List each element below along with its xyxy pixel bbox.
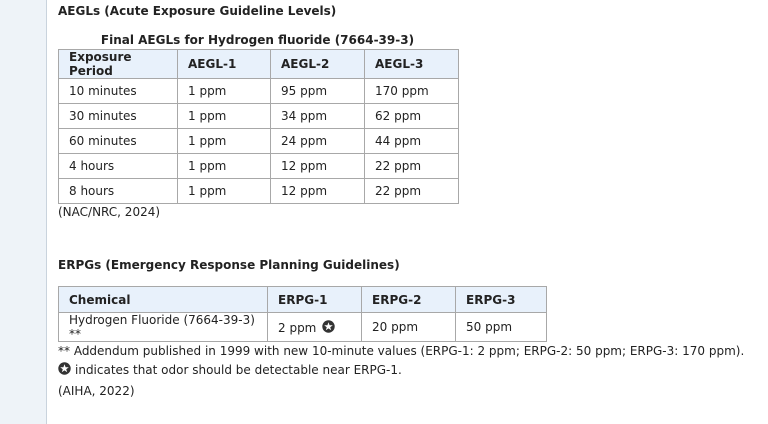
- erpg-chemical-cell: Hydrogen Fluoride (7664-39-3) **: [59, 313, 268, 342]
- erpg-table: [58, 286, 547, 342]
- aegl-table-caption: Final AEGLs for Hydrogen fluoride (7664-39-3): [100, 33, 415, 47]
- aegl-table: [58, 49, 459, 204]
- odor-legend-note: [58, 362, 402, 377]
- table-row: [59, 179, 459, 204]
- table-row: [59, 129, 459, 154]
- erpg-2-cell: 20 ppm: [362, 313, 456, 342]
- aegl-col-aegl-3: AEGL-3: [365, 50, 459, 79]
- table-cell: 62 ppm: [365, 104, 459, 129]
- erpg-1-value: 2 ppm: [278, 320, 317, 335]
- table-cell: 44 ppm: [365, 129, 459, 154]
- table-cell: 12 ppm: [271, 154, 365, 179]
- table-cell: 1 ppm: [178, 179, 271, 204]
- table-cell: 1 ppm: [178, 154, 271, 179]
- odor-legend-text: indicates that odor should be detectable near ERPG-1.: [75, 363, 402, 377]
- erpg-citation: (AIHA, 2022): [58, 384, 135, 398]
- erpg-3-cell: 50 ppm: [456, 313, 547, 342]
- table-row: [59, 79, 459, 104]
- table-cell: 1 ppm: [178, 104, 271, 129]
- table-cell: 34 ppm: [271, 104, 365, 129]
- table-cell: 8 hours: [59, 179, 178, 204]
- left-sidebar-rail: [0, 0, 47, 424]
- aegl-col-aegl-1: AEGL-1: [178, 50, 271, 79]
- table-row: [59, 104, 459, 129]
- table-cell: 22 ppm: [365, 154, 459, 179]
- aegl-citation: (NAC/NRC, 2024): [58, 205, 161, 219]
- table-row: [59, 313, 547, 342]
- odor-star-icon: [322, 320, 335, 333]
- erpg-section-heading: ERPGs (Emergency Response Planning Guidelines): [58, 258, 400, 272]
- table-cell: 170 ppm: [365, 79, 459, 104]
- odor-star-icon: [58, 362, 71, 375]
- table-row: [59, 154, 459, 179]
- erpg-header-row: [59, 287, 547, 313]
- erpg-col-erpg-1: ERPG-1: [268, 287, 362, 313]
- table-cell: 10 minutes: [59, 79, 178, 104]
- erpg-1-cell: [268, 313, 362, 342]
- erpg-col-erpg-2: ERPG-2: [362, 287, 456, 313]
- aegl-header-row: [59, 50, 459, 79]
- table-cell: 12 ppm: [271, 179, 365, 204]
- aegl-col-exposure-period: Exposure Period: [59, 50, 178, 79]
- table-cell: 24 ppm: [271, 129, 365, 154]
- table-cell: 4 hours: [59, 154, 178, 179]
- erpg-addendum-note: ** Addendum published in 1999 with new 10-minute values (ERPG-1: 2 ppm; ERPG-2: 50 ppm; ERPG-3: 170 ppm).: [58, 344, 745, 358]
- table-cell: 1 ppm: [178, 129, 271, 154]
- table-cell: 30 minutes: [59, 104, 178, 129]
- erpg-col-erpg-3: ERPG-3: [456, 287, 547, 313]
- aegl-section-heading: AEGLs (Acute Exposure Guideline Levels): [58, 4, 337, 18]
- erpg-col-chemical: Chemical: [59, 287, 268, 313]
- table-cell: 22 ppm: [365, 179, 459, 204]
- aegl-col-aegl-2: AEGL-2: [271, 50, 365, 79]
- table-cell: 60 minutes: [59, 129, 178, 154]
- table-cell: 95 ppm: [271, 79, 365, 104]
- table-cell: 1 ppm: [178, 79, 271, 104]
